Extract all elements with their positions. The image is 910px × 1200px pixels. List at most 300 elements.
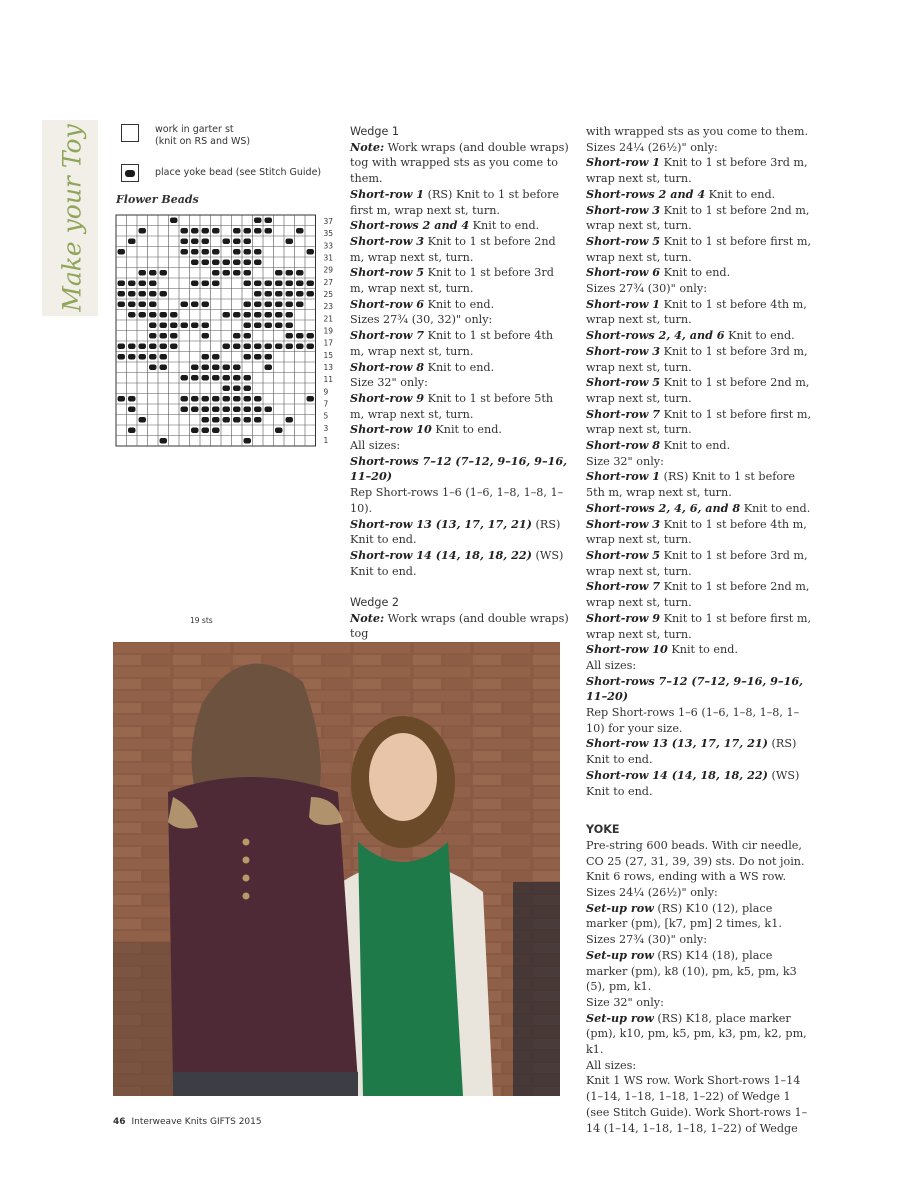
bead-cell [233, 344, 241, 350]
bead-cell [139, 281, 147, 287]
row-number: 17 [323, 338, 334, 348]
row-number: 7 [323, 399, 329, 409]
bead-cell [202, 407, 210, 413]
bead-cell [191, 365, 199, 371]
bead-cell [202, 333, 210, 339]
instruction-label: Short-row 6 [350, 296, 425, 311]
bead-cell [244, 417, 252, 423]
bead-cell [212, 375, 220, 381]
bead-cell [212, 354, 220, 360]
section-heading: YOKE [586, 823, 620, 837]
instruction [586, 548, 812, 579]
instruction [350, 140, 570, 187]
legend-garter [155, 124, 250, 148]
bead-cell [118, 354, 126, 360]
bead-cell [233, 407, 241, 413]
bead-cell [286, 333, 294, 339]
bead-cell [223, 417, 231, 423]
instruction-label: Short-rows 7–12 (7–12, 9–16, 9–16, 11–20) [350, 453, 568, 484]
bead-cell [296, 344, 304, 350]
bead-cell [254, 407, 262, 413]
sweater-photo [113, 642, 560, 1096]
bead-cell [181, 396, 189, 402]
bead-cell [286, 344, 294, 350]
instruction-text: Knit to 1 st before 3rd m, wrap next st, turn. [586, 548, 808, 578]
instruction-text: Knit to 1 st before 4th m, wrap next st, turn. [350, 329, 554, 358]
paragraph: Pre-string 600 beads. With cir needle, CO 25 (27, 31, 39, 39) sts. Do not join. Knit 6 rows, ending with a WS row. [586, 838, 805, 884]
instruction-text: Knit to end. [740, 501, 811, 515]
paragraph: Sizes 27¾ (30)" only: [586, 282, 707, 296]
bead-cell [233, 375, 241, 381]
bead-cell [128, 396, 136, 402]
instruction-text: Knit to 1 st before first m, wrap next st, turn. [586, 611, 812, 641]
bead-cell [244, 333, 252, 339]
bead-cell [286, 417, 294, 423]
bead-cell [149, 344, 157, 350]
instruction-label: Short-row 14 (14, 18, 18, 22) [350, 547, 532, 562]
bead-cell [265, 291, 273, 297]
instruction-text: (RS) K18, place marker (pm), k10, pm, k5, pm, k3, pm, k2, pm, k1. [586, 1011, 807, 1057]
instruction [586, 155, 812, 186]
bead-cell [296, 281, 304, 287]
row-number: 13 [323, 362, 334, 372]
bead-cell [223, 270, 231, 276]
instruction-label: Short-row 14 (14, 18, 18, 22) [586, 767, 768, 782]
bead-cell [244, 228, 252, 234]
bead-cell [223, 375, 231, 381]
instruction-text: Knit to 1 st before 2nd m, wrap next st, turn. [586, 203, 810, 233]
bead-cell [212, 396, 220, 402]
bead-cell [170, 312, 178, 318]
bead-cell [265, 344, 273, 350]
instruction [586, 768, 812, 799]
spacer [586, 799, 812, 822]
instruction-text: Knit to end. [660, 439, 731, 453]
bead-cell [202, 365, 210, 371]
paragraph: All sizes: [586, 1058, 637, 1072]
bead-cell [265, 323, 273, 329]
bead-cell [265, 228, 273, 234]
instruction [350, 422, 570, 438]
bead-cell [191, 228, 199, 234]
bead-cell [160, 344, 168, 350]
bead-cell [202, 323, 210, 329]
instruction [586, 736, 812, 767]
instruction-text: (WS) Knit to end. [350, 548, 564, 578]
instruction [586, 642, 812, 658]
bead-cell [244, 323, 252, 329]
row-number: 33 [323, 241, 334, 251]
row-number: 29 [323, 265, 334, 275]
spacer [350, 579, 570, 595]
bead-cell [202, 428, 210, 434]
bead-cell [244, 260, 252, 266]
bead-cell [181, 302, 189, 308]
instruction-label: Short-row 1 [586, 469, 661, 484]
bead-cell [149, 302, 157, 308]
instruction-label: Short-row 5 [586, 233, 661, 248]
instruction-label: Short-rows 7–12 (7–12, 9–16, 9–16, 11–20) [586, 673, 804, 704]
bead-cell [307, 249, 315, 255]
instruction [586, 1011, 812, 1058]
bead-cell [181, 228, 189, 234]
instruction-label: Short-rows 2 and 4 [586, 186, 706, 201]
bead-cell [212, 407, 220, 413]
instruction [586, 469, 812, 500]
instruction [350, 611, 570, 642]
bead-cell [233, 228, 241, 234]
instruction [586, 948, 812, 995]
instruction-text: Knit to 1 st before 3rd m, wrap next st, turn. [586, 344, 808, 374]
instruction-label: Set-up row [586, 1010, 654, 1025]
bead-cell [265, 365, 273, 371]
bead-cell [233, 365, 241, 371]
bead-cell [223, 312, 231, 318]
instruction-text: Knit to 1 st before 4th m, wrap next st, turn. [586, 297, 807, 327]
bead-cell [275, 302, 283, 308]
bead-cell [160, 323, 168, 329]
bead-cell [233, 312, 241, 318]
bead-cell [286, 281, 294, 287]
bead-cell [286, 239, 294, 245]
bead-cell [233, 270, 241, 276]
bead-cell [202, 302, 210, 308]
instruction [350, 328, 570, 359]
bead-cell [128, 312, 136, 318]
instruction [586, 579, 812, 610]
bead-cell [233, 333, 241, 339]
bead-cell [223, 365, 231, 371]
bead-cell [202, 417, 210, 423]
bead-cell [118, 249, 126, 255]
bead-cell [139, 291, 147, 297]
instruction [586, 517, 812, 548]
bead-cell [118, 281, 126, 287]
bead-cell [191, 375, 199, 381]
instruction-text: Knit to end. [424, 360, 495, 374]
bead-cell [275, 281, 283, 287]
bead-cell [212, 428, 220, 434]
instruction-text: (RS) Knit to end. [350, 517, 561, 547]
bead-cell [244, 354, 252, 360]
instruction-label: Short-row 13 (13, 17, 17, 21) [350, 516, 532, 531]
instruction-text: Knit to 1 st before 2nd m, wrap next st, turn. [586, 580, 810, 610]
bead-cell [191, 428, 199, 434]
bead-cell [128, 428, 136, 434]
instruction-label: Short-row 3 [586, 343, 661, 358]
bead-cell [286, 270, 294, 276]
instruction [350, 265, 570, 296]
bead-cell [296, 302, 304, 308]
instruction-label: Short-row 1 [586, 155, 661, 170]
instruction-text: Knit to end. [431, 423, 502, 437]
instruction-label: Short-rows 2, 4, 6, and 8 [586, 500, 741, 515]
bead-cell [307, 291, 315, 297]
instruction-text: (WS) Knit to end. [586, 768, 800, 798]
instruction-label: Short-row 7 [586, 406, 661, 421]
bead-cell [202, 249, 210, 255]
row-number: 1 [323, 435, 329, 445]
bead-cell [202, 228, 210, 234]
bead-cell [275, 270, 283, 276]
instruction-text: Knit to end. [667, 643, 738, 657]
instruction-label: Set-up row [586, 947, 654, 962]
bead-cell [275, 323, 283, 329]
instruction [350, 360, 570, 376]
bead-cell [202, 396, 210, 402]
bead-cell [212, 260, 220, 266]
row-number: 9 [323, 387, 329, 397]
bead-cell [128, 302, 136, 308]
instruction-label: Note: [350, 610, 385, 625]
bead-cell [128, 291, 136, 297]
instruction-text: (RS) K14 (18), place marker (pm), k8 (10), pm, k5, pm, k3 (5), pm, k1. [586, 948, 797, 994]
row-number: 31 [323, 253, 334, 263]
instruction-text: Knit to end. [424, 297, 495, 311]
paragraph: Size 32" only: [586, 995, 664, 1009]
bead-cell [128, 281, 136, 287]
bead-cell [170, 323, 178, 329]
bead-cell [170, 218, 178, 224]
bead-cell [128, 344, 136, 350]
bead-cell [191, 302, 199, 308]
instruction-label: Short-row 1 [350, 186, 425, 201]
bead-cell [118, 396, 126, 402]
paragraph: Rep Short-rows 1–6 (1–6, 1–8, 1–8, 1–10). [350, 486, 564, 515]
bead-cell [202, 239, 210, 245]
bead-cell [128, 407, 136, 413]
instruction [586, 265, 812, 281]
instruction-text: Knit to 1 st before 3rd m, wrap next st, turn. [350, 266, 554, 296]
instruction-label: Short-row 3 [586, 516, 661, 531]
instruction-label: Short-row 5 [586, 375, 661, 390]
bead-cell [223, 407, 231, 413]
legend-bead-label: place yoke bead (see Stitch Guide) [155, 167, 322, 178]
instruction [586, 297, 812, 328]
instruction-text: Knit to end. [724, 329, 795, 343]
instruction [586, 611, 812, 642]
section-label: Make your Toy [57, 124, 87, 312]
bead-cell [244, 249, 252, 255]
flower-beads-chart [114, 213, 334, 613]
bead-cell [139, 270, 147, 276]
bead-cell [118, 291, 126, 297]
row-number: 11 [323, 375, 334, 385]
bead-cell [212, 249, 220, 255]
bead-cell [223, 344, 231, 350]
instruction-label: Short-row 5 [350, 265, 425, 280]
bead-cell [265, 281, 273, 287]
bead-cell [212, 365, 220, 371]
instruction [350, 234, 570, 265]
bead-cell [139, 302, 147, 308]
bead-cell [139, 344, 147, 350]
paragraph: Sizes 27¾ (30, 32)" only: [350, 313, 493, 327]
instruction-text: Work wraps (and double wraps) tog with wrapped sts as you come to them. [350, 140, 569, 186]
bead-cell [181, 239, 189, 245]
bead-cell [307, 281, 315, 287]
bead-cell [307, 396, 315, 402]
bead-cell [244, 396, 252, 402]
instruction-text: Knit to 1 st before 2nd m, wrap next st, turn. [350, 234, 556, 264]
instruction-label: Short-row 10 [586, 642, 668, 657]
bead-cell [149, 365, 157, 371]
instruction-text: Knit to 1 st before 4th m, wrap next st, turn. [586, 517, 807, 547]
paragraph: Rep Short-rows 1–6 (1–6, 1–8, 1–8, 1–10) for your size. [586, 706, 800, 735]
bead-cell [254, 302, 262, 308]
row-number: 25 [323, 290, 334, 300]
paragraph: Sizes 24¼ (26½)" only: [586, 140, 718, 154]
bead-cell [286, 291, 294, 297]
instruction-label: Short-row 10 [350, 422, 432, 437]
bead-cell [181, 407, 189, 413]
instruction [586, 438, 812, 454]
bead-cell [212, 281, 220, 287]
chart-width-label: 19 sts [190, 616, 213, 625]
bead-cell [170, 344, 178, 350]
bead-cell [254, 291, 262, 297]
instruction [586, 501, 812, 517]
bead-cell [244, 281, 252, 287]
instruction [586, 187, 812, 203]
section-heading: Wedge 1 [350, 125, 400, 138]
bead-cell [223, 396, 231, 402]
bead-cell [202, 260, 210, 266]
bead-cell [149, 323, 157, 329]
instruction-text: Knit to 1 st before 5th m, wrap next st, turn. [350, 391, 554, 421]
instruction-text: Knit to 1 st before first m, wrap next st, turn. [586, 234, 812, 264]
bead-cell [233, 239, 241, 245]
instruction [350, 548, 570, 579]
instruction [586, 674, 812, 705]
bead-cell [275, 291, 283, 297]
instruction [586, 328, 812, 344]
bead-cell [191, 260, 199, 266]
bead-cell [265, 312, 273, 318]
bead-cell [254, 396, 262, 402]
bead-cell [275, 312, 283, 318]
photo-illustration [113, 642, 560, 1096]
instruction [586, 344, 812, 375]
bead-cell [244, 312, 252, 318]
instruction-text: Knit to end. [660, 266, 731, 280]
instruction-label: Short-row 3 [586, 202, 661, 217]
bead-cell [254, 249, 262, 255]
bead-cell [254, 323, 262, 329]
instruction-label: Short-rows 2 and 4 [350, 218, 470, 233]
bead-cell [254, 218, 262, 224]
paragraph: with wrapped sts as you come to them. [586, 125, 809, 138]
instruction-label: Short-row 9 [350, 390, 425, 405]
instruction-text: Knit to 1 st before 3rd m, wrap next st, turn. [586, 156, 808, 186]
bead-cell [202, 354, 210, 360]
bead-cell [139, 228, 147, 234]
bead-cell [296, 333, 304, 339]
instruction-text: Knit to 1 st before first m, wrap next st, turn. [586, 407, 812, 437]
instruction [350, 187, 570, 218]
bead-cell [244, 438, 252, 444]
instruction-label: Short-row 6 [586, 265, 661, 280]
bead-cell [212, 228, 220, 234]
bead-cell [191, 239, 199, 245]
bead-cell [223, 239, 231, 245]
paragraph: All sizes: [586, 658, 637, 672]
paragraph: Knit 1 WS row. Work Short-rows 1–14 (1–14, 1–18, 1–18, 1–22) of Wedge 1 (see Stitch Guide). Work Short-rows 1–14 (1–14, 1–18, 1–18, 1–22) of Wedge [586, 1074, 808, 1135]
bead-cell [254, 417, 262, 423]
instruction [586, 203, 812, 234]
instruction-label: Note: [350, 139, 385, 154]
bead-cell [244, 270, 252, 276]
bead-cell [286, 323, 294, 329]
paragraph: Size 32" only: [586, 454, 664, 468]
bead-cell [202, 375, 210, 381]
bead-cell [191, 281, 199, 287]
bead-cell [181, 323, 189, 329]
bead-cell [223, 260, 231, 266]
instruction [586, 901, 812, 932]
instruction [350, 391, 570, 422]
bead-cell [265, 302, 273, 308]
bead-cell [149, 333, 157, 339]
bead-cell [286, 312, 294, 318]
instruction-label: Short-row 7 [586, 579, 661, 594]
bead-cell [233, 249, 241, 255]
bead-cell [160, 333, 168, 339]
instructions-column-1 [350, 124, 570, 642]
bead-cell [212, 417, 220, 423]
legend-garter-sub: (knit on RS and WS) [155, 136, 251, 147]
bead-cell [244, 239, 252, 245]
chart-title: Flower Beads [116, 193, 199, 206]
bead-cell [244, 375, 252, 381]
bead-cell [244, 386, 252, 392]
bead-cell [170, 333, 178, 339]
bead-cell [223, 386, 231, 392]
instruction [350, 297, 570, 313]
bead-cell [160, 365, 168, 371]
instruction-text: Knit to end. [469, 219, 540, 233]
bead-cell [233, 396, 241, 402]
bead-cell [181, 375, 189, 381]
bead-cell [254, 260, 262, 266]
legend-garter-label: work in garter st [155, 124, 234, 135]
instruction-label: Short-row 1 [586, 296, 661, 311]
paragraph: Sizes 27¾ (30)" only: [586, 933, 707, 947]
bead-cell [191, 249, 199, 255]
bead-cell [265, 354, 273, 360]
bead-cell [160, 312, 168, 318]
bead-icon [125, 170, 135, 177]
bead-cell [118, 302, 126, 308]
bead-cell [160, 438, 168, 444]
instruction-label: Short-row 8 [586, 438, 661, 453]
row-number: 37 [323, 217, 334, 227]
bead-cell [149, 312, 157, 318]
instruction-label: Set-up row [586, 900, 654, 915]
instruction-label: Short-row 8 [350, 359, 425, 374]
bead-cell [149, 354, 157, 360]
bead-cell [254, 281, 262, 287]
section-heading: Wedge 2 [350, 596, 400, 610]
instruction-text: (RS) Knit to 1 st before 5th m, wrap next st, turn. [586, 470, 796, 500]
instruction-label: Short-rows 2, 4, and 6 [586, 328, 725, 343]
row-number: 3 [323, 423, 329, 433]
instruction [350, 517, 570, 548]
bead-cell [254, 344, 262, 350]
row-number: 21 [323, 314, 334, 324]
instruction-label: Short-row 9 [586, 610, 661, 625]
bead-cell [265, 407, 273, 413]
